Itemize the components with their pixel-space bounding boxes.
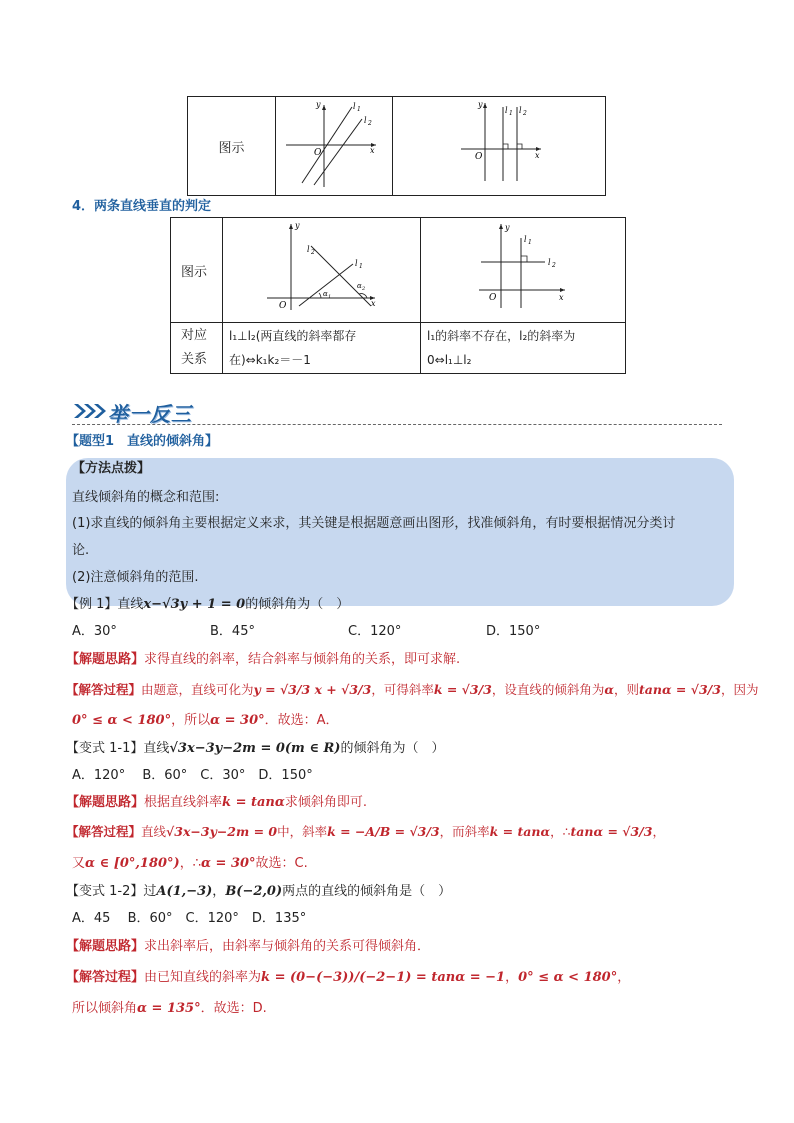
origin-label: O: [279, 301, 287, 311]
relation2-line2: 0⇔l₁⊥l₂: [427, 353, 472, 367]
option-a: A．30°: [72, 624, 117, 639]
variant12-idea: [66, 935, 430, 954]
variant11-label: 【变式 1-1】: [66, 741, 144, 756]
process-label: 【解答过程】: [66, 824, 142, 839]
process-math: tanα = √3/3: [639, 682, 721, 697]
line-l2-label: l: [307, 245, 310, 254]
process-text: ，可得斜率: [371, 682, 434, 697]
process-math: α ∈ [0°,180°): [85, 856, 180, 871]
banner-divider: [72, 424, 722, 425]
table1-figure1-cell: [276, 97, 393, 196]
line-l2-sub: 2: [311, 249, 315, 256]
topic-title: 【题型1 直线的倾斜角】: [66, 434, 219, 449]
process-text: ，∴: [179, 856, 201, 871]
variant12-label: 【变式 1-2】: [66, 884, 144, 899]
idea-text: 求出斜率后，由斜率与倾斜角的关系可得倾斜角．: [144, 939, 431, 954]
variant12-math: B(−2,0): [225, 884, 283, 899]
process-math: √3x−3y−2m = 0: [166, 824, 278, 839]
process-text: 故选：C.: [255, 856, 308, 871]
line-l1-label: l: [505, 106, 508, 115]
process-text: ，设直线的倾斜角为: [491, 682, 605, 697]
idea-label: 【解题思路】: [66, 652, 145, 667]
example1-math: x−√3y + 1 = 0: [143, 597, 246, 612]
process-label: 【解答过程】: [66, 682, 142, 697]
variant11-pre: 直线: [143, 741, 170, 756]
line-l2-sub: 2: [368, 120, 372, 127]
x-axis-label: x: [559, 293, 564, 302]
method-line3: 论.: [72, 543, 90, 558]
process-text: ，因为: [720, 682, 759, 697]
variant12-stem: [66, 880, 451, 899]
process-math: k = √3/3: [433, 682, 492, 697]
line-l2-label: l: [519, 106, 522, 115]
section-banner: [72, 398, 222, 424]
option-d: D．150°: [486, 624, 541, 639]
line-l1-sub: 1: [357, 106, 361, 113]
variant12-mid: ，: [212, 884, 226, 899]
process-text: ．故选：D.: [200, 1001, 267, 1016]
relation1-line2: 在)⇔k₁k₂＝－1: [229, 353, 311, 367]
variant11-stem: [66, 737, 444, 756]
process-label: 【解答过程】: [66, 970, 145, 985]
table2-fig-label-cell: [171, 218, 223, 323]
relation1-line1: l₁⊥l₂(两直线的斜率都存: [229, 329, 357, 343]
process-math: α = 135°: [137, 1001, 201, 1016]
process-math: k = tanα: [489, 824, 551, 839]
method-line2: (1)求直线的倾斜角主要根据定义来求，其关键是根据题意画出图形，找准倾斜角，有时要根据情况分类讨: [72, 516, 676, 531]
origin-label: O: [489, 293, 497, 303]
process-math: α: [604, 682, 614, 697]
idea-text: 求得直线的斜率，结合斜率与倾斜角的关系，即可求解.: [144, 652, 461, 667]
variant11-process-1: [66, 822, 665, 840]
process-text: ，则: [613, 682, 639, 697]
process-math: 0° ≤ α < 180°: [72, 713, 172, 728]
process-math: k = −A/B = √3/3: [327, 824, 440, 839]
perpendicular-table: [170, 217, 626, 374]
line-l1-label: l: [524, 235, 527, 244]
line-l1-label: l: [355, 259, 358, 268]
origin-label: O: [475, 152, 483, 162]
variant12-process-1: [66, 966, 630, 985]
process-text: ，∴: [550, 824, 571, 839]
perpendicular-slope-figure: [223, 218, 420, 318]
idea-math: k = tanα: [222, 795, 285, 810]
variant11-math: √3x−3y−2m = 0(m ∈ R): [169, 741, 341, 756]
process-text: 直线: [141, 824, 167, 839]
option-b: B．45°: [210, 624, 255, 639]
variant12-pre: 过: [143, 884, 157, 899]
example1-post: 的倾斜角为（ ）: [245, 597, 350, 612]
table2-rel-label-cell: [171, 323, 223, 374]
option-c: C．120°: [348, 624, 402, 639]
y-axis-label: y: [295, 221, 300, 230]
table2-figure1-cell: [223, 218, 421, 323]
alpha1-label: α: [323, 290, 328, 298]
line-l2-sub: 2: [552, 262, 556, 269]
process-math: α = 30°: [210, 713, 265, 728]
example1-options: [72, 620, 540, 639]
process-text: ，而斜率: [439, 824, 490, 839]
axis-perpendicular-figure: [421, 218, 625, 318]
process-text: 由已知直线的斜率为: [144, 970, 262, 985]
process-text: 中，斜率: [277, 824, 328, 839]
variant11-options: A．120° B．60° C．30° D．150°: [72, 768, 313, 783]
table1-figure2-cell: [393, 97, 606, 196]
process-math: y = √3/3 x + √3/3: [253, 682, 372, 697]
method-line4: (2)注意倾斜角的范围.: [72, 570, 199, 585]
line-l2-label: l: [364, 116, 367, 125]
process-text: 由题意，直线可化为: [141, 682, 254, 697]
relation2-line1: l₁的斜率不存在，l₂的斜率为: [427, 329, 576, 343]
alpha2-sub: 2: [362, 286, 366, 292]
idea-label: 【解题思路】: [66, 795, 145, 810]
example1-pre: 直线: [117, 597, 144, 612]
process-text: 又: [72, 856, 86, 871]
x-axis-label: x: [535, 151, 540, 160]
variant11-process-2: [72, 852, 308, 871]
example1-process-2: [72, 709, 339, 728]
process-math: k = (0−(−3))/(−2−1) = tanα = −1: [261, 970, 506, 985]
example1-stem: [66, 593, 349, 612]
table2-rel-label-1: 对应: [181, 328, 208, 343]
x-axis-label: x: [370, 146, 375, 155]
variant12-process-2: [72, 997, 267, 1016]
vertical-parallel-lines-figure: [393, 97, 605, 191]
example1-process-1: [66, 680, 758, 698]
x-axis-label: x: [371, 299, 376, 308]
process-text: ，: [652, 824, 665, 839]
table2-fig-label: 图示: [181, 264, 208, 280]
process-text: ，: [617, 970, 631, 985]
variant12-post: 两点的直线的倾斜角是（ ）: [282, 884, 452, 899]
process-text: ，: [505, 970, 519, 985]
idea-label: 【解题思路】: [66, 939, 145, 954]
y-axis-label: y: [505, 223, 510, 232]
idea-text: 求倾斜角即可.: [284, 795, 368, 810]
line-l1-sub: 1: [509, 110, 513, 117]
table2-rel1-cell: [223, 323, 421, 374]
parallel-lines-figure: [276, 97, 392, 191]
line-l1-label: l: [353, 102, 356, 111]
table2-rel2-cell: [421, 323, 626, 374]
process-math: 0° ≤ α < 180°: [518, 970, 618, 985]
line-l2-label: l: [548, 258, 551, 267]
line-l1-sub: 1: [359, 263, 363, 270]
table1-label: 图示: [218, 140, 245, 156]
table2-figure2-cell: [421, 218, 626, 323]
variant12-options: A．45 B．60° C．120° D．135°: [72, 911, 307, 926]
table2-rel-label-2: 关系: [181, 352, 208, 367]
method-title: 【方法点拨】: [72, 461, 151, 476]
variant11-post: 的倾斜角为（ ）: [340, 741, 445, 756]
process-math: α = 30°: [201, 856, 256, 871]
alpha1-sub: 1: [328, 294, 332, 300]
example1-label: 【例 1】: [66, 597, 118, 612]
line-l1-sub: 1: [528, 239, 532, 246]
method-line1: 直线倾斜角的概念和范围:: [72, 490, 220, 505]
process-text: 所以倾斜角: [72, 1001, 138, 1016]
origin-label: O: [314, 148, 322, 158]
section-heading: 4．两条直线垂直的判定: [72, 199, 212, 214]
variant12-math: A(1,−3): [156, 884, 213, 899]
process-math: tanα = √3/3: [570, 824, 653, 839]
idea-text: 根据直线斜率: [144, 795, 223, 810]
table1-label-cell: [188, 97, 276, 196]
y-axis-label: y: [316, 100, 321, 109]
parallel-figure-table: [187, 96, 606, 196]
banner-title: 举一反三: [108, 402, 192, 426]
line-l2-sub: 2: [523, 110, 527, 117]
variant11-idea: [66, 791, 367, 810]
process-text: ，所以: [171, 713, 211, 728]
y-axis-label: y: [478, 100, 483, 109]
alpha2-label: α: [357, 282, 362, 290]
example1-idea: [66, 648, 460, 667]
process-text: ．故选：A．: [264, 713, 339, 728]
